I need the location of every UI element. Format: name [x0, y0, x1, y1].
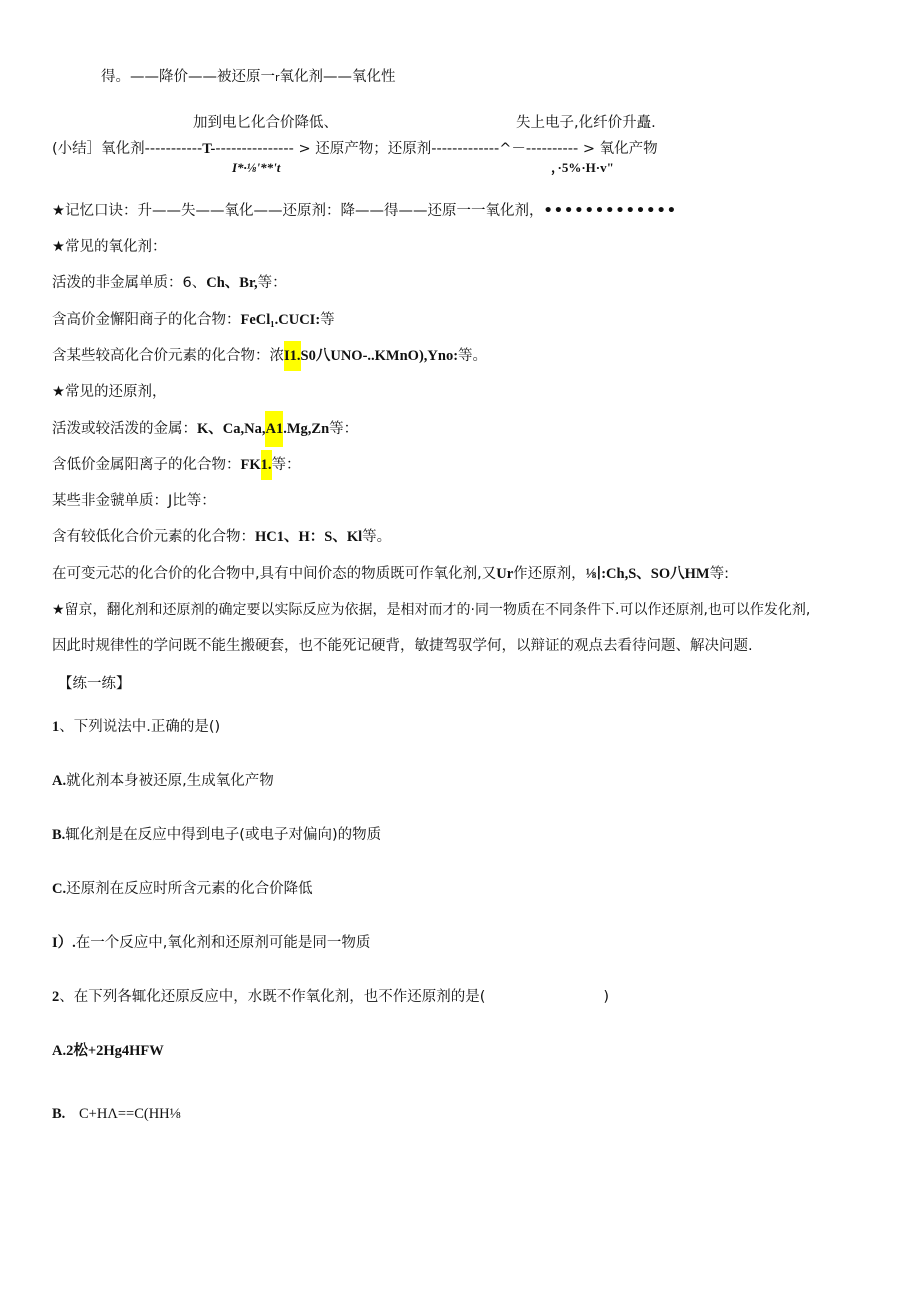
summary-below-left: I*·⅛'**'t — [232, 160, 281, 175]
question-1-option-a: A.就化剂本身被还原,生成氧化产物 — [52, 773, 274, 789]
question-1-option-d: I）.在一个反应中,氧化剂和还原剂可能是同一物质 — [52, 935, 371, 951]
summary-below-right: ，·5%·H·v" — [551, 160, 614, 175]
note-line-1: ★留京，翻化剂和还原剂的确定要以实际反应为依据，是相对而才的·同一物质在不同条件下.可以作还原剂,也可以作发化剂, — [52, 602, 811, 618]
oxidants-line-2: 含高价金懈阳商子的化合物：FeCl₁.CUCI:等 — [52, 312, 335, 328]
summary-above-right: 失上电子,化纤价升矗. — [516, 115, 656, 131]
reductants-line-3: 某些非金虢单质：J比等： — [52, 493, 216, 509]
summary-line: (小结］氧化剂-----------T---------------- > 还原产物；还原剂-------------^－---------- > 氧化产物 — [52, 141, 658, 157]
summary-above-left: 加到电匕化合价降低、 — [193, 115, 338, 131]
reductants-line-2: 含低价金属阳离子的化合物：FK1.等： — [52, 455, 301, 480]
reductants-line-4: 含有较低化合价元素的化合物：HC1、H：S、Kl等。 — [52, 529, 392, 545]
highlight-mark: A1 — [265, 411, 283, 447]
reductants-heading: ★常见的还原剂， — [52, 384, 167, 400]
question-1: 1、下列说法中.正确的是() — [52, 719, 221, 735]
practice-heading: 【练一练】 — [58, 676, 131, 692]
question-2-option-b: B. C+HΛ==C(HH⅛ — [52, 1106, 181, 1122]
intermediate-valence-line: 在可变元芯的化合价的化合物中,具有中间价态的物质既可作氧化剂,又Ur作还原剂，⅛∣:Ch,S、SO八HM等: — [52, 566, 729, 582]
header-line: 得。——降价——被还原一r氧化剂——氧化性 — [101, 69, 396, 85]
highlight-mark: I1. — [284, 341, 301, 371]
highlight-mark: 1. — [261, 450, 272, 480]
oxidants-line-1: 活泼的非金属单质：6、Ch、Br,等： — [52, 275, 287, 291]
question-2-option-a: A.2松+2Hg4HFW — [52, 1043, 164, 1059]
reductants-line-1: 活泼或较活泼的金属：K、Ca,Na,A1.Mg,Zn等： — [52, 419, 358, 447]
question-1-option-b: B.辄化剂是在反应中得到电子(或电子对偏向)的物质 — [52, 827, 382, 843]
oxidants-line-3: 含某些较高化合价元素的化合物：浓I1.S0八UNO-..KMnO),Yno:等。 — [52, 346, 487, 371]
question-2: 2、在下列各辄化还原反应中，水既不作氧化剂，也不作还原剂的是( ) — [52, 989, 610, 1005]
question-1-option-c: C.还原剂在反应时所含元素的化合价降低 — [52, 881, 313, 897]
mnemonic-line: ★记忆口诀：升——失——氧化——还原剂：降——得——还原一一氧化剂，••••••••••••• — [52, 203, 677, 219]
oxidants-heading: ★常见的氧化剂： — [52, 239, 167, 255]
note-line-2: 因此时规律性的学问既不能生搬硬套，也不能死记硬背，敏捷驾驭学何，以辩证的观点去看待问题、解决问题. — [52, 638, 753, 654]
